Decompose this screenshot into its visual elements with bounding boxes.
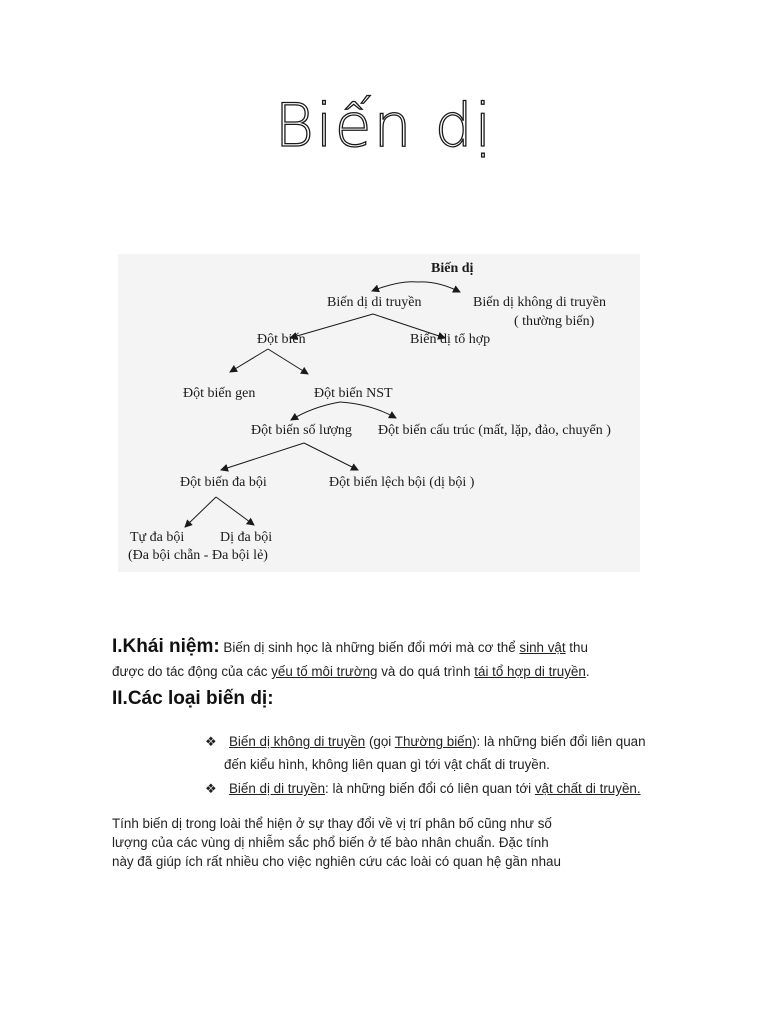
bullet-1-icon: ❖ [205,734,217,749]
section1-heading: I.Khái niệm: [112,636,220,657]
bullet-2-line [229,778,641,800]
edge-nst-to-cau-truc [340,402,396,418]
node-tu-da-boi: Tự đa bội [130,530,185,545]
classification-diagram [118,254,640,572]
bullet-2-text-a: : là những biến đổi có liên quan tới [325,781,535,796]
definition-text-c: được do tác động của các [112,664,272,679]
link-bien-di-khong-di-truyen[interactable]: Biến dị không di truyền [229,734,366,749]
section2-heading: II.Các loại biến dị: [112,688,274,709]
edge-root-to-bd-di-truyen [372,282,418,291]
definition-line-1 [112,636,588,659]
edge-nst-to-so-luong [291,402,340,420]
edge-da-boi-to-di-da-boi [216,497,254,525]
link-sinh-vat[interactable]: sinh vật [519,640,566,655]
definition-line-2 [112,661,590,683]
edge-dot-bien-to-gen [230,349,268,372]
node-dot-bien-nst: Đột biến NST [314,386,393,401]
link-yeu-to-moi-truong[interactable]: yếu tố môi trường [271,664,378,679]
node-bien-di-di-truyen: Biến dị di truyền [327,295,422,310]
edge-so-luong-to-lech-boi [304,443,358,470]
node-dot-bien-so-luong: Đột biến số lượng [251,423,352,438]
link-vat-chat-di-truyen[interactable]: vật chất di truyền. [534,781,641,796]
edge-dot-bien-to-nst [268,349,308,374]
bullet-1-line-1 [229,731,646,753]
bullet-1-text-a: (gọi [365,734,395,749]
node-dot-bien-da-boi: Đột biến đa bội [180,475,267,490]
node-dot-bien: Đột biến [257,332,306,347]
node-bien-di-to-hop: Biến dị tổ hợp [410,332,491,347]
link-thuong-bien[interactable]: Thường biến [394,734,473,749]
definition-text-d: và do quá trình [377,664,475,679]
node-da-boi-chan-le: (Đa bội chẵn - Đa bội lẻ) [128,548,268,563]
edge-da-boi-to-tu-da-boi [185,497,216,527]
definition-text-e: . [585,664,590,679]
node-thuong-bien: ( thường biến) [514,314,595,329]
edge-root-to-bd-khong-di-truyen [418,282,460,292]
link-tai-to-hop-di-truyen[interactable]: tái tổ hợp di truyền [474,664,586,679]
edge-so-luong-to-da-boi [221,443,304,470]
paragraph-line-3: này đã giúp ích rất nhiều cho việc nghiên cứu các loài có quan hệ gần nhau [112,854,561,869]
document-title: Biến dị [274,91,494,161]
paragraph-line-2: lượng của các vùng dị nhiễm sắc phổ biến ở tế bào nhân chuẩn. Đặc tính [112,835,549,850]
definition-text-a: Biến dị sinh học là những biến đổi mới mà cơ thể [219,640,520,655]
paragraph-line-1: Tính biến dị trong loài thể hiện ở sự thay đổi về vị trí phân bố cũng như số [112,816,552,831]
definition-text-b: thu [565,640,588,655]
bullet-2-icon: ❖ [205,781,217,796]
node-bien-di: Biến dị [431,261,474,276]
node-dot-bien-gen: Đột biến gen [183,386,256,401]
node-di-da-boi: Dị đa bội [220,530,273,545]
bullet-1-text-b: ): là những biến đổi liên quan [472,734,646,749]
link-bien-di-di-truyen[interactable]: Biến dị di truyền [229,781,326,796]
node-dot-bien-cau-truc: Đột biến cấu trúc (mất, lặp, đảo, chuyển ) [378,423,611,438]
node-bien-di-khong-di-truyen: Biến dị không di truyền [473,295,606,310]
node-dot-bien-lech-boi: Đột biến lệch bội (dị bội ) [329,475,475,490]
bullet-1-line-2: đến kiểu hình, không liên quan gì tới vật chất di truyền. [224,757,550,772]
